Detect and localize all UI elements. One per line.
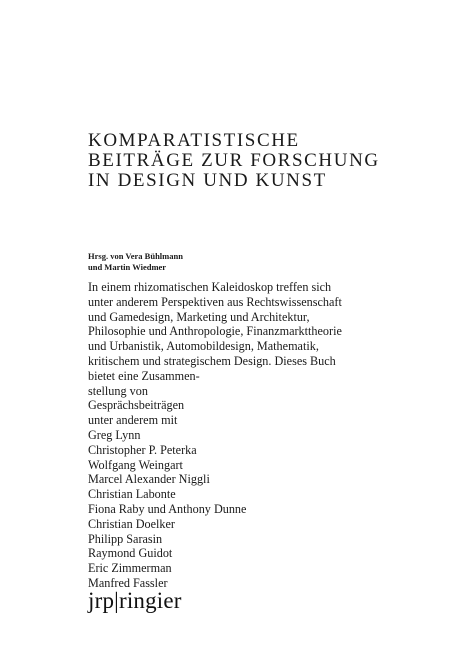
title-line: KOMPARATISTISCHE [88,130,300,151]
book-title [88,131,380,191]
description-line: und Gamedesign, Marketing und Architektur, [88,309,310,324]
editors-credit [88,251,183,273]
contributor-name: Fiona Raby und Anthony Dunne [88,501,247,516]
description-line: stellung von [88,383,148,398]
contributor-name: Marcel Alexander Niggli [88,472,210,487]
description-line: unter anderem Perspektiven aus Rechtswissenschaft [88,294,342,309]
description-line: und Urbanistik, Automobildesign, Mathematik, [88,339,319,354]
publisher-logo: jrp|ringier [88,588,182,613]
editors-line: und Martin Wiedmer [88,262,167,272]
editors-line: Hrsg. von Vera Bühlmann [88,251,183,261]
description-line: bietet eine Zusammen- [88,368,200,383]
title-line: BEITRÄGE ZUR FORSCHUNG [88,150,380,171]
description-line: Philosophie und Anthropologie, Finanzmarkttheorie [88,324,342,339]
title-line: IN DESIGN UND KUNST [88,170,327,191]
contributor-name: Greg Lynn [88,428,141,442]
contributor-name: Philipp Sarasin [88,531,163,546]
contributor-name: Manfred Fassler [88,575,168,590]
contributor-name: Raymond Guidot [88,546,173,561]
contributor-name: Christopher P. Peterka [88,442,197,457]
contributor-name: Eric Zimmerman [88,561,172,576]
contributor-list [88,428,246,591]
description-line: kritischem und strategischem Design. Dieses Buch [88,353,336,368]
description-line: Gesprächsbeiträgen [88,398,185,413]
description-line: unter anderem mit [88,413,178,428]
contributor-name: Christian Doelker [88,516,175,531]
description-line: In einem rhizomatischen Kaleidoskop treffen sich [88,280,332,294]
book-description [88,280,342,428]
contributor-name: Christian Labonte [88,487,176,502]
contributor-name: Wolfgang Weingart [88,457,183,472]
